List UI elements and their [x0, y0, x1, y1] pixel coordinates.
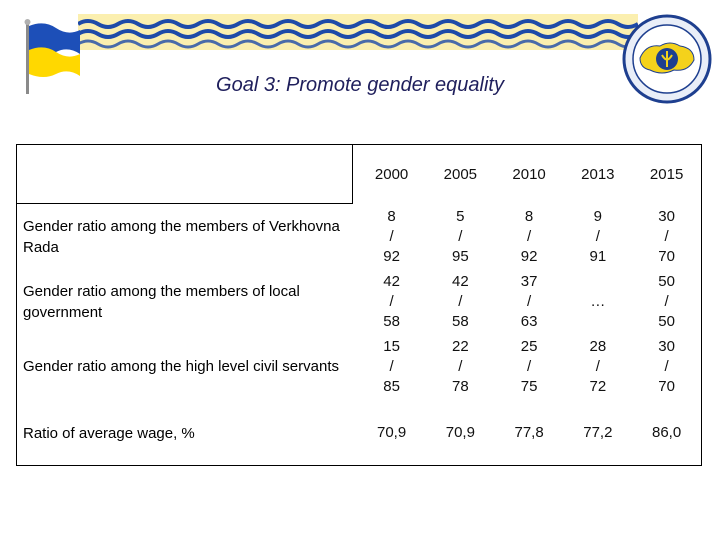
- table-row: [17, 204, 701, 269]
- row-label-verkhovna-rada: Gender ratio among the members of Verkhovna Rada: [23, 217, 340, 256]
- year-header-row: [17, 145, 701, 204]
- year-2000-header: 2000: [374, 165, 409, 183]
- table-cell: 22 / 78: [452, 337, 469, 395]
- table-cell: 25 / 75: [520, 337, 538, 395]
- wave-banner: [78, 14, 638, 50]
- table-cell: 70,9: [376, 424, 407, 441]
- table-cell-missing: …: [590, 292, 606, 310]
- table-cell: 42 / 58: [383, 272, 400, 330]
- table-cell: 86,0: [652, 424, 682, 441]
- row-label-local-government: Gender ratio among the members of local government: [23, 282, 300, 321]
- table-cell: 30 / 70: [658, 337, 675, 395]
- table-cell: 77,8: [514, 424, 544, 441]
- table-cell: 37 / 63: [520, 272, 538, 330]
- year-2013-header: 2013: [581, 165, 615, 183]
- indicator-table: [16, 144, 702, 466]
- table-cell: 50 / 50: [658, 272, 675, 330]
- table-row: [17, 269, 701, 334]
- table-cell: 30 / 70: [658, 207, 675, 265]
- year-2005-header: 2005: [443, 165, 478, 183]
- table-cell: 28 / 72: [589, 337, 607, 395]
- table-cell: 8 / 92: [520, 207, 538, 265]
- table-row: [17, 399, 701, 467]
- table-cell: 9 / 91: [589, 207, 607, 265]
- year-2015-header: 2015: [649, 165, 684, 183]
- slide-title: Goal 3: Promote gender equality: [216, 74, 504, 96]
- table-cell: 15 / 85: [383, 337, 400, 395]
- table-cell: 77,2: [583, 424, 613, 441]
- table-cell: 70,9: [445, 424, 475, 441]
- table-cell: 42 / 58: [452, 272, 469, 330]
- corner-blank: [17, 145, 357, 204]
- row-label-civil-servants: Gender ratio among the high level civil servants: [23, 358, 339, 375]
- year-2010-header: 2010: [512, 165, 546, 183]
- table-cell: 8 / 92: [383, 207, 400, 265]
- table-cell: 5 / 95: [452, 207, 469, 265]
- table-row: [17, 334, 701, 399]
- row-label-average-wage: Ratio of average wage, %: [23, 424, 195, 442]
